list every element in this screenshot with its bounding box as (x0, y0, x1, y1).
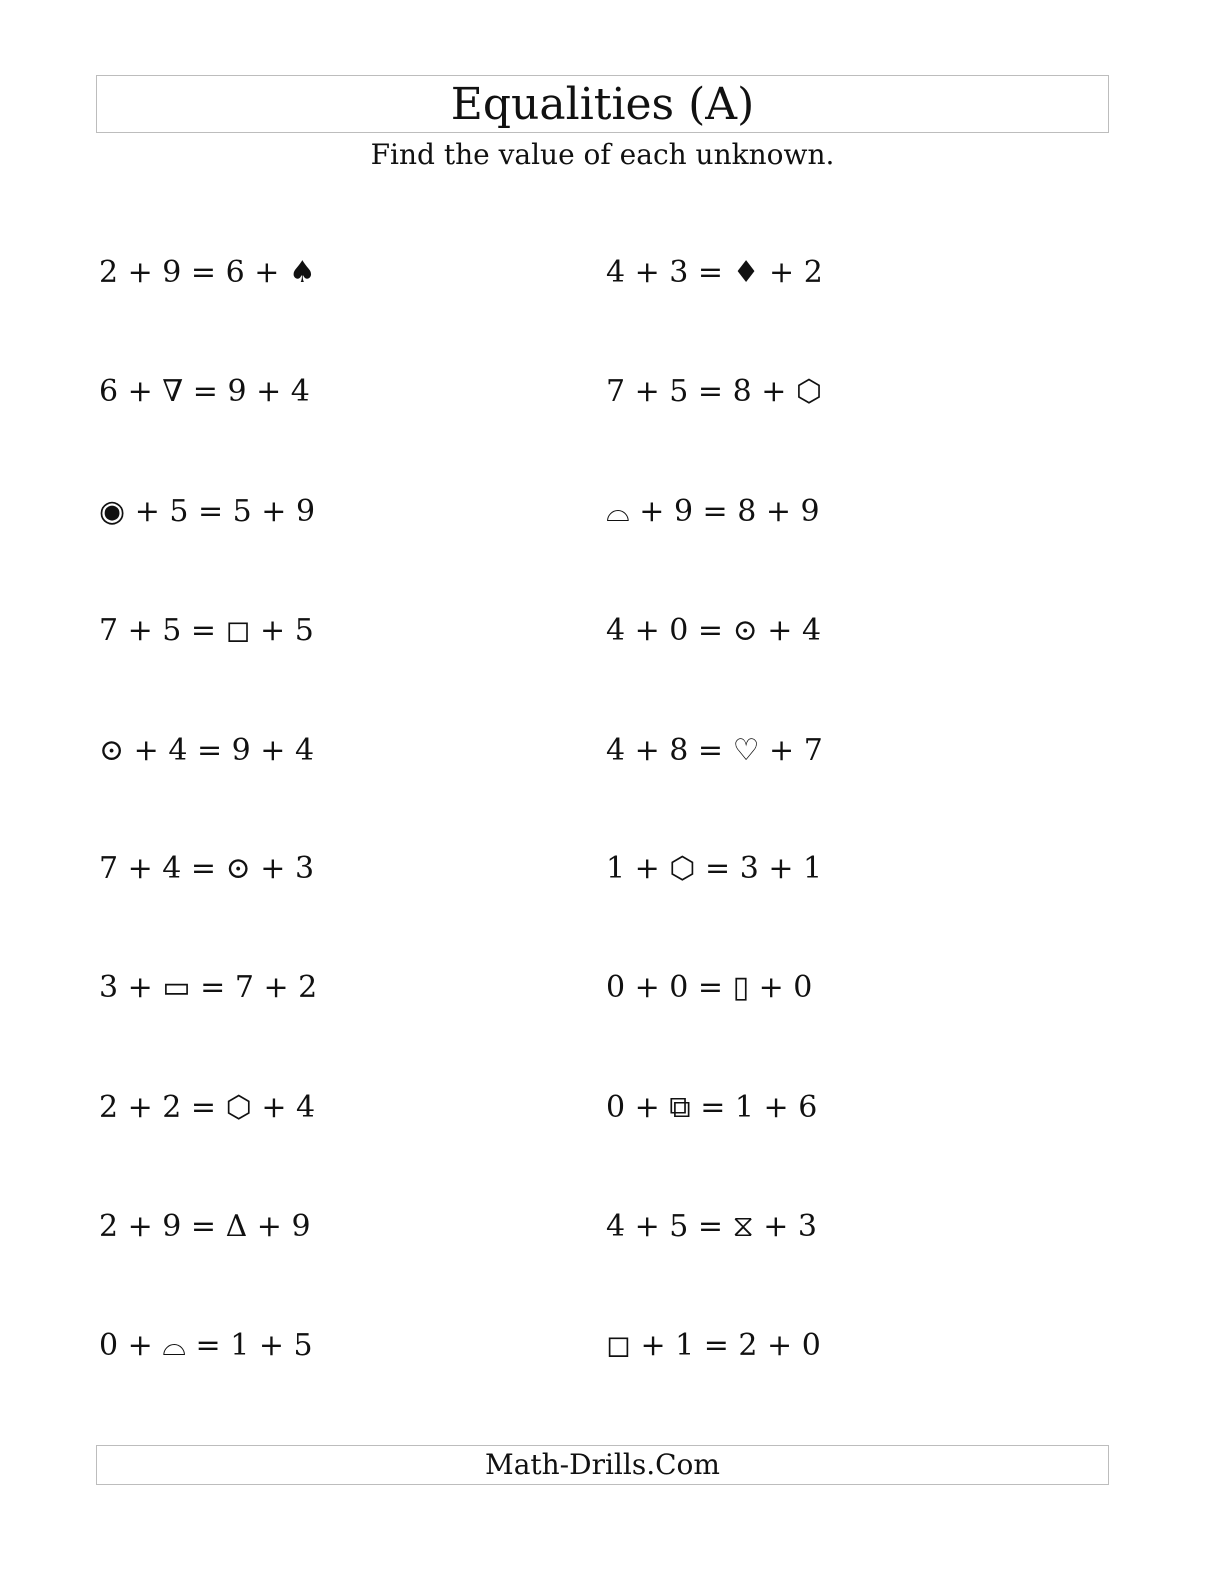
problem-right-3: ⌓ + 9 = 8 + 9 (606, 494, 820, 529)
problem-right-4: 4 + 0 = ⊙ + 4 (606, 613, 822, 648)
problem-right-1: 4 + 3 = ♦ + 2 (606, 255, 823, 290)
problem-right-8: 0 + ⧉ = 1 + 6 (606, 1090, 818, 1125)
problem-right-10: ◻ + 1 = 2 + 0 (606, 1328, 821, 1363)
problem-left-1: 2 + 9 = 6 + ♠ (99, 255, 316, 290)
instructions: Find the value of each unknown. (370, 138, 835, 171)
problem-left-2: 6 + ∇ = 9 + 4 (99, 374, 310, 409)
problem-left-6: 7 + 4 = ⊙ + 3 (99, 851, 315, 886)
problem-left-4: 7 + 5 = ◻ + 5 (99, 613, 314, 648)
problem-left-9: 2 + 9 = Δ + 9 (99, 1209, 311, 1244)
problem-right-5: 4 + 8 = ♡ + 7 (606, 733, 823, 768)
problem-left-3: ◉ + 5 = 5 + 9 (99, 494, 316, 529)
problem-right-7: 0 + 0 = ▯ + 0 (606, 970, 813, 1005)
problem-right-2: 7 + 5 = 8 + ⬡ (606, 374, 823, 409)
footer-box (96, 1445, 1109, 1485)
problem-right-6: 1 + ⬡ = 3 + 1 (606, 851, 823, 886)
problem-left-8: 2 + 2 = ⬡ + 4 (99, 1090, 316, 1125)
problem-left-5: ⊙ + 4 = 9 + 4 (99, 733, 315, 768)
problem-right-9: 4 + 5 = ⧖ + 3 (606, 1209, 817, 1244)
problem-left-10: 0 + ⌓ = 1 + 5 (99, 1328, 313, 1363)
page-title: Equalities (A) (450, 79, 755, 130)
problem-left-7: 3 + ▭ = 7 + 2 (99, 970, 318, 1005)
footer-site: Math-Drills.Com (485, 1448, 720, 1481)
